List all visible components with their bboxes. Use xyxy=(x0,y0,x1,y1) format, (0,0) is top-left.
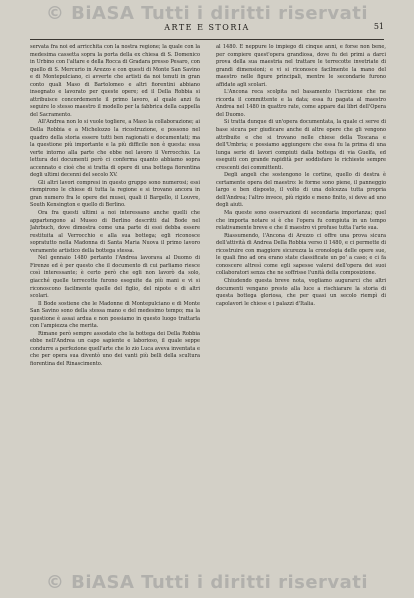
paragraph: al 1480. E neppure lo impiego di cinque anni, e forse non bene, per compiere quest'opera grandiosa, dove fu dei primi a darci prova della sua maestria nel trattare le terrecotte invetriate di grandi dimensioni; e vi si riconosce facilmente la mano del maestro nelle figure principali, mentre le secondarie furono affidate agli scolari. xyxy=(216,44,386,88)
paragraph: Gli altri lavori compresi in questo gruppo sono numerosi; essi riempirono le chiese di tutta la regione e si trovano ancora in gran numero fra le opere dei musei, quali il Bargello, il Louvre, South Kensington e quello di Berlino. xyxy=(30,179,200,209)
text-columns xyxy=(30,44,386,564)
right-column xyxy=(216,44,386,564)
paragraph: L'Ancona reca scolpita nel basamento l'iscrizione che ne ricorda il committente e la data; essa fu pagata al maestro Andrea nel 1480 in quattro rate, come appare dai libri dell'Opera del Duomo. xyxy=(216,89,386,118)
paragraph: All'Andrea non lo si vuole togliere, a Maso la collaborazione; ai Della Robbia e a Michelozzo la ricostruzione, e possono nel quadro della storia essere tutti ben ragionati e documentati; ma la questione più importante e la più difficile non è questa: essa verte intorno alla parte che ebbe nel lavoro il Verrocchio. La lettura dei documenti però ci conferma quanto abbiamo sopra accennato e cioè che si tratta di opere di una bottega fiorentina degli ultimi decenni del secolo XV. xyxy=(30,119,200,179)
watermark-bottom: © BiASA Tutti i diritti riservati xyxy=(45,572,369,593)
header-rule xyxy=(30,39,384,40)
running-title: ARTE E STORIA xyxy=(164,23,250,32)
paragraph: Il Bode sostiene che le Madonne di Montepulciano e di Monte San Savino sono della stessa mano e del medesimo tempo; ma la questione è assai ardua e non possiamo in questo luogo trattarla con l'ampiezza che merita. xyxy=(30,300,200,330)
paragraph: Nel gennaio 1480 pertanto l'Andrea lavorava al Duomo di Firenze ed è per questo che il documento di cui parliamo riesce così interessante; è certo però che egli non lavorò da solo, giacché quelle terrecotte furono eseguite da più mani e vi si riconoscono facilmente quelle del figlio, del nipote e di altri scolari. xyxy=(30,255,200,300)
paragraph: Si tratta dunque di un'opera documentata, la quale ci serve di base sicura per giudicare anche di altre opere che gli vengono attribuite e che si trovano nelle chiese della Toscana e dell'Umbria; e possiamo aggiungere che essa fu la prima di una lunga serie di lavori compiuti dalla bottega di via Guelfa, ed eseguiti con grande rapidità per soddisfare le richieste sempre crescenti dei committenti. xyxy=(216,119,386,171)
page-number: 51 xyxy=(373,22,384,31)
page-header xyxy=(30,19,384,37)
paragraph: Riassumendo, l'Ancona di Arezzo ci offre una prova sicura dell'attività di Andrea Della Robbia verso il 1480, e ci permette di ricostruire con maggiore sicurezza la cronologia delle opere sue, le quali fino ad ora erano state classificate un po' a caso; e ci fa conoscere altresì come egli sapesse valersi dell'opera dei suoi collaboratori senza che ne soffrisse l'unità della composizione. xyxy=(216,232,386,277)
paragraph: Chiudendo questa breve nota, vogliamo augurarci che altri documenti vengano presto alla luce a rischiarare la storia di questa bottega gloriosa, che per quasi un secolo riempì di capolavori le chiese e i palazzi d'Italia. xyxy=(216,277,386,307)
paragraph: Rimane però sempre assodato che la bottega dei Della Robbia ebbe nell'Andrea un capo sapiente e laborioso, il quale seppe condurre a perfezione quell'arte che lo zio Luca aveva inventata e che per opera sua diventò uno dei vanti più belli della scultura fiorentina del Rinascimento. xyxy=(30,330,200,367)
paragraph: Ora fra questi ultimi a noi interessano anche quelli che appartengono al Museo di Berlino descritti dal Bode nel Jahrbuch, dove dimostra come una parte di essi debba essere restituita al Verrocchio e alla sua bottega; egli riconosce sopratutto nella Madonna di Santa Maria Nuova il primo lavoro veramente artistico della bottega stessa. xyxy=(30,210,200,254)
paragraph: servata fra noi ed arricchita con la nostra regione; la quale con la medesima cassetta sopra la porta della ex chiesa di S. Domenico in Urbino con l'altare e della Rocca di Gradara presso Pesaro, con quello di S. Mercurio in Arezzo e con questi di Monte San Savino e di Montepulciano, ci avverte che artisti da noi tenuti in gran conto quali Maso di Bartolomeo e altri fiorentini abbiano insegnato e lavorato per queste opere; ed il Della Robbia si attribuisce concordemente il primo lavoro, al quale anzi fa seguire lo stesso maestro il modello per la fabbrica della cappella del Sacramento. xyxy=(30,44,200,118)
paragraph: Degli angeli che sostengono le cortine, quello di destra è certamente opera del maestro: le forme sono piene, il panneggio largo e ben disposto, il volto di una dolcezza tutta propria dell'Andrea; l'altro invece, più rigido e meno finito, si deve ad uno degli aiuti. xyxy=(216,172,386,209)
paragraph: Ma queste sono osservazioni di secondaria importanza; quel che importa notare si è che l'opera fu compiuta in un tempo relativamente breve e che il maestro vi profuse tutta l'arte sua. xyxy=(216,210,386,232)
watermark-top: © BiASA Tutti i diritti riservati xyxy=(45,3,369,24)
left-column xyxy=(30,44,200,564)
